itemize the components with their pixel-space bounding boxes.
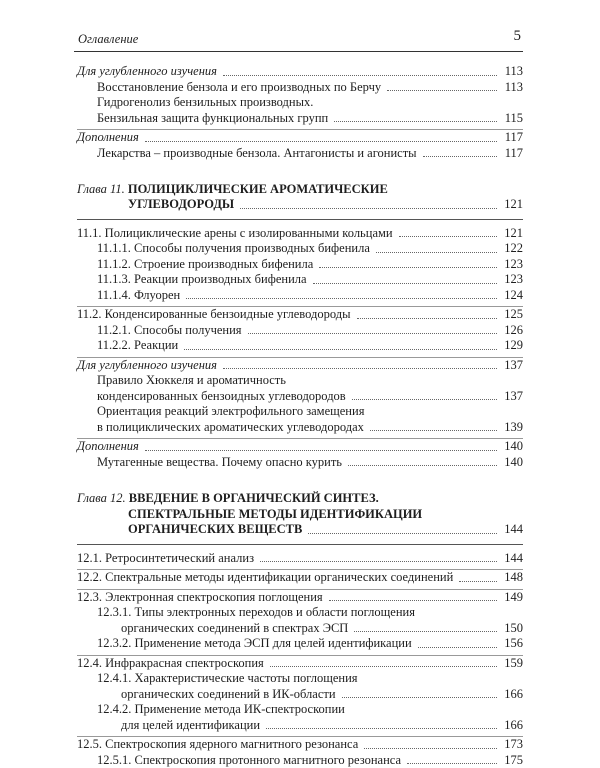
toc-entry-title: для целей идентификации	[121, 718, 260, 734]
dot-leader	[260, 561, 497, 562]
toc-entry-title: 11.2. Конденсированные бензоидные углеводороды	[77, 307, 351, 323]
dot-leader	[270, 666, 497, 667]
toc-entry-title: 12.1. Ретросинтетический анализ	[77, 551, 254, 567]
page-ref: 126	[501, 323, 523, 339]
dot-leader	[342, 697, 497, 698]
chapter-prefix: Глава 12.	[77, 491, 126, 505]
dot-leader	[370, 430, 497, 431]
page-ref: 124	[501, 288, 523, 304]
dot-leader	[184, 349, 497, 350]
running-head: Оглавление	[78, 32, 138, 47]
toc-entry-title: 11.1.4. Флуорен	[97, 288, 180, 304]
chapter-title: ВВЕДЕНИЕ В ОРГАНИЧЕСКИЙ СИНТЕЗ.	[129, 491, 379, 505]
dot-leader	[399, 236, 497, 237]
toc-entry	[121, 718, 523, 734]
chapter-title-line	[77, 181, 523, 197]
toc-entry	[97, 753, 523, 768]
page-ref: 113	[501, 80, 523, 96]
page-ref: 166	[501, 687, 523, 703]
toc-entry	[97, 257, 523, 273]
toc-entry	[77, 130, 523, 146]
dot-leader	[313, 283, 497, 284]
toc-entry	[77, 570, 523, 586]
dot-leader	[266, 728, 497, 729]
toc-entry	[97, 288, 523, 304]
toc-entry-title: 12.4. Инфракрасная спектроскопия	[77, 656, 264, 672]
divider	[77, 544, 523, 545]
page-ref: 115	[501, 111, 523, 127]
divider	[77, 219, 523, 220]
toc-entry	[97, 455, 523, 471]
toc-group-12-1	[77, 551, 523, 567]
toc-group-11-additions	[77, 439, 523, 470]
toc-entry	[97, 373, 523, 389]
dot-leader	[364, 748, 497, 749]
chapter-title-cont: СПЕКТРАЛЬНЫЕ МЕТОДЫ ИДЕНТИФИКАЦИИ	[128, 507, 422, 521]
toc-entry-title: 11.2.1. Способы получения	[97, 323, 242, 339]
dot-leader	[145, 141, 497, 142]
chapter-title-line	[77, 490, 523, 506]
toc-entry-title: 11.1. Полициклические арены с изолированными кольцами	[77, 226, 393, 242]
page-ref: 148	[501, 570, 523, 586]
toc-entry-title: конденсированных бензоидных углеводородов	[97, 389, 346, 405]
toc-entry	[128, 197, 523, 213]
toc-entry	[97, 636, 523, 652]
page-ref: 123	[501, 272, 523, 288]
toc-entry	[77, 307, 523, 323]
toc-entry-title: 12.4.2. Применение метода ИК-спектроскопии	[97, 702, 345, 718]
toc-entry-title: 11.2.2. Реакции	[97, 338, 178, 354]
page-ref: 139	[501, 420, 523, 436]
dot-leader	[354, 631, 497, 632]
page-ref: 113	[501, 64, 523, 80]
table-of-contents	[77, 64, 523, 768]
page-ref: 123	[501, 257, 523, 273]
toc-entry	[77, 358, 523, 374]
toc-entry	[97, 111, 523, 127]
dot-leader	[423, 156, 497, 157]
toc-entry	[97, 80, 523, 96]
toc-entry-title: Восстановление бензола и его производных по Берчу	[97, 80, 381, 96]
toc-entry	[77, 64, 523, 80]
chapter-title: ПОЛИЦИКЛИЧЕСКИЕ АРОМАТИЧЕСКИЕ	[128, 182, 388, 196]
toc-entry	[97, 146, 523, 162]
dot-leader	[186, 298, 497, 299]
toc-entry	[97, 671, 523, 687]
toc-group-deep-study	[77, 64, 523, 126]
page-ref: 117	[501, 130, 523, 146]
toc-entry	[97, 95, 523, 111]
toc-group-12-4	[77, 656, 523, 734]
dot-leader	[223, 368, 497, 369]
dot-leader	[240, 208, 497, 209]
toc-entry	[97, 702, 523, 718]
page-ref: 166	[501, 718, 523, 734]
toc-entry-title: Правило Хюккеля и ароматичность	[97, 373, 286, 389]
toc-entry-title: 11.1.3. Реакции производных бифенила	[97, 272, 307, 288]
page-ref: 144	[501, 522, 523, 538]
dot-leader	[223, 75, 497, 76]
toc-group-11-deep	[77, 358, 523, 436]
toc-entry	[97, 420, 523, 436]
toc-entry-title: 12.4.1. Характеристические частоты поглощения	[97, 671, 358, 687]
toc-entry-title: Дополнения	[77, 130, 139, 146]
toc-entry-title: Ориентация реакций электрофильного замещения	[97, 404, 364, 420]
toc-entry-title: 12.2. Спектральные методы идентификации органических соединений	[77, 570, 453, 586]
toc-group-12-5	[77, 737, 523, 768]
page-ref: 137	[501, 389, 523, 405]
toc-entry-title: органических соединений в ИК-области	[121, 687, 336, 703]
page-ref: 140	[501, 439, 523, 455]
dot-leader	[248, 333, 497, 334]
toc-group-additions	[77, 130, 523, 161]
toc-entry-title: 12.3.1. Типы электронных переходов и области поглощения	[97, 605, 415, 621]
page-ref: 121	[501, 226, 523, 242]
chapter-prefix: Глава 11.	[77, 182, 125, 196]
toc-entry-title: Дополнения	[77, 439, 139, 455]
toc-entry	[77, 656, 523, 672]
toc-entry-title: Лекарства – производные бензола. Антагонисты и агонисты	[97, 146, 417, 162]
dot-leader	[387, 90, 497, 91]
toc-entry	[97, 241, 523, 257]
dot-leader	[348, 465, 497, 466]
toc-entry-title: Для углубленного изучения	[77, 358, 217, 374]
toc-group-12-2	[77, 570, 523, 586]
page-ref: 144	[501, 551, 523, 567]
page-ref: 129	[501, 338, 523, 354]
toc-entry-title: Мутагенные вещества. Почему опасно курить	[97, 455, 342, 471]
page-ref: 140	[501, 455, 523, 471]
toc-entry-title: в полициклических ароматических углеводородах	[97, 420, 364, 436]
toc-entry	[77, 737, 523, 753]
chapter-title-cont: УГЛЕВОДОРОДЫ	[128, 197, 234, 213]
dot-leader	[357, 318, 498, 319]
toc-group-12-3	[77, 590, 523, 652]
chapter-11-heading	[77, 181, 523, 213]
toc-entry	[97, 323, 523, 339]
dot-leader	[319, 267, 497, 268]
toc-entry	[97, 605, 523, 621]
toc-entry	[97, 272, 523, 288]
toc-entry	[97, 389, 523, 405]
page-ref: 156	[501, 636, 523, 652]
toc-entry	[128, 522, 523, 538]
toc-entry-title: Бензильная защита функциональных групп	[97, 111, 328, 127]
page-number: 5	[514, 28, 522, 45]
toc-entry-title: 12.3.2. Применение метода ЭСП для целей идентификации	[97, 636, 412, 652]
toc-entry	[77, 551, 523, 567]
chapter-12-heading	[77, 490, 523, 538]
toc-entry	[97, 404, 523, 420]
page-ref: 149	[501, 590, 523, 606]
toc-entry-title: Гидрогенолиз бензильных производных.	[97, 95, 313, 111]
page-ref: 175	[501, 753, 523, 768]
toc-entry-title: 11.1.2. Строение производных бифенила	[97, 257, 313, 273]
toc-entry-title: Для углубленного изучения	[77, 64, 217, 80]
toc-entry	[77, 590, 523, 606]
page-ref: 173	[501, 737, 523, 753]
toc-entry	[77, 226, 523, 242]
dot-leader	[334, 121, 497, 122]
toc-group-11-1	[77, 226, 523, 304]
toc-entry	[121, 621, 523, 637]
toc-entry	[97, 338, 523, 354]
dot-leader	[352, 399, 497, 400]
page-ref: 159	[501, 656, 523, 672]
chapter-title-line	[128, 506, 523, 522]
page-ref: 125	[501, 307, 523, 323]
page-ref: 122	[501, 241, 523, 257]
header-rule	[74, 51, 523, 52]
toc-entry-title: 12.5.1. Спектроскопия протонного магнитного резонанса	[97, 753, 401, 768]
page-ref: 121	[501, 197, 523, 213]
toc-entry-title: 12.5. Спектроскопия ядерного магнитного резонанса	[77, 737, 358, 753]
dot-leader	[459, 581, 497, 582]
toc-entry-title: 12.3. Электронная спектроскопия поглощения	[77, 590, 323, 606]
page-ref: 137	[501, 358, 523, 374]
toc-group-11-2	[77, 307, 523, 354]
chapter-title-cont: ОРГАНИЧЕСКИХ ВЕЩЕСТВ	[128, 522, 302, 538]
toc-entry-title: 11.1.1. Способы получения производных бифенила	[97, 241, 370, 257]
dot-leader	[145, 450, 497, 451]
toc-entry	[121, 687, 523, 703]
dot-leader	[407, 763, 497, 764]
dot-leader	[418, 647, 497, 648]
dot-leader	[376, 252, 497, 253]
toc-entry	[77, 439, 523, 455]
dot-leader	[308, 533, 497, 534]
page-header	[74, 26, 523, 48]
page-ref: 117	[501, 146, 523, 162]
page-ref: 150	[501, 621, 523, 637]
toc-entry-title: органических соединений в спектрах ЭСП	[121, 621, 348, 637]
dot-leader	[329, 600, 497, 601]
